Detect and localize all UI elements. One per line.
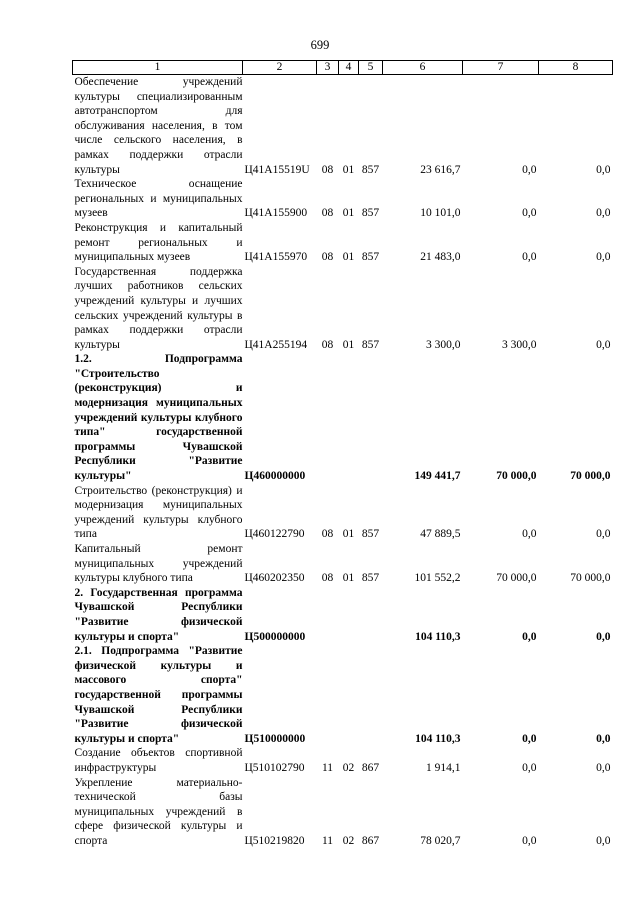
section-code (317, 352, 339, 483)
section-code (317, 586, 339, 644)
column-header: 1 (73, 61, 243, 75)
expense-type-code: 857 (361, 251, 380, 264)
column-header: 8 (539, 61, 613, 75)
expense-type-code: 867 (361, 834, 380, 847)
column-header: 5 (359, 61, 383, 75)
table-row (73, 586, 613, 644)
column-number-header (73, 61, 613, 75)
subsection-code: 01 (342, 207, 355, 220)
amount-year-3: 0,0 (596, 207, 611, 220)
expense-type-code: 857 (361, 528, 380, 541)
amount-year-1: 104 110,3 (415, 732, 461, 745)
amount-year-1: 149 441,7 (414, 470, 461, 483)
column-header: 6 (383, 61, 463, 75)
section-code: 11 (321, 834, 334, 847)
amount-year-1: 3 300,0 (426, 338, 461, 351)
amount-year-3: 0,0 (596, 834, 611, 847)
amount-year-3: 0,0 (596, 761, 611, 774)
amount-year-1: 47 889,5 (420, 528, 461, 541)
target-code: Ц510000000 (244, 732, 306, 745)
row-name: Государственная поддержка лучших работников сельских учреждений культуры и лучших сельских учреждений культуры в рамках поддержки отрасли культуры (74, 265, 243, 351)
amount-year-3: 0,0 (596, 732, 611, 745)
amount-year-3: 70 000,0 (570, 470, 611, 483)
target-code: Ц460000000 (244, 470, 306, 483)
amount-year-2: 0,0 (522, 251, 537, 264)
subsection-code: 01 (342, 528, 355, 541)
subsection-code: 01 (342, 572, 355, 585)
expense-type-code: 857 (361, 207, 380, 220)
table-row (73, 746, 613, 775)
amount-year-1: 104 110,3 (415, 630, 461, 643)
target-code: Ц460202350 (244, 572, 305, 585)
budget-table (72, 60, 613, 848)
section-code: 08 (321, 528, 334, 541)
subsection-code (339, 586, 359, 644)
table-row (73, 265, 613, 353)
row-name: Обеспечение учреждений культуры специализированным автотранспортом для обслуживания населения, в том числе сельского населения, в рамках поддержки отрасли культуры (74, 76, 243, 176)
amount-year-1: 101 552,2 (414, 572, 461, 585)
section-code (317, 644, 339, 746)
amount-year-2: 70 000,0 (496, 470, 537, 483)
amount-year-2: 0,0 (522, 761, 537, 774)
target-code: Ц510219820 (244, 834, 305, 847)
column-header: 4 (339, 61, 359, 75)
row-name: 2.1. Подпрограмма "Развитие физической культуры и массового спорта" государственной программы Чувашской Республики "Развитие физической культуры и спорта" (74, 645, 243, 745)
subsection-code: 01 (342, 251, 355, 264)
row-name: Создание объектов спортивной инфраструктуры (74, 747, 243, 774)
section-code: 11 (321, 761, 334, 774)
section-code: 08 (321, 207, 334, 220)
amount-year-3: 70 000,0 (570, 572, 611, 585)
subsection-code: 01 (342, 163, 355, 176)
row-name: Техническое оснащение региональных и муниципальных музеев (74, 178, 243, 220)
column-header: 2 (243, 61, 317, 75)
row-name: 1.2. Подпрограмма "Строительство (реконструкция) и модернизация муниципальных учреждений культуры клубного типа" государственной программы Чувашской Республики "Развитие культуры" (74, 353, 243, 483)
table-row (73, 352, 613, 483)
expense-type-code (359, 644, 383, 746)
amount-year-1: 78 020,7 (420, 834, 461, 847)
subsection-code: 02 (342, 761, 355, 774)
subsection-code (339, 352, 359, 483)
amount-year-2: 0,0 (522, 630, 537, 643)
section-code: 08 (321, 338, 334, 351)
column-header: 3 (317, 61, 339, 75)
expense-type-code (359, 586, 383, 644)
amount-year-2: 0,0 (522, 163, 537, 176)
amount-year-2: 0,0 (522, 207, 537, 220)
expense-type-code (359, 352, 383, 483)
expense-type-code: 867 (361, 761, 380, 774)
subsection-code (339, 644, 359, 746)
section-code: 08 (321, 251, 334, 264)
table-row (73, 542, 613, 586)
row-name: Укрепление материально-технической базы муниципальных учреждений в сфере физической культуры и спорта (74, 776, 243, 847)
table-row (73, 776, 613, 849)
amount-year-1: 1 914,1 (426, 761, 461, 774)
column-header: 7 (463, 61, 539, 75)
amount-year-3: 0,0 (596, 251, 611, 264)
target-code: Ц510102790 (244, 761, 305, 774)
table-row (73, 484, 613, 542)
target-code: Ц41А15519U (244, 163, 310, 176)
table-row (73, 644, 613, 746)
amount-year-1: 10 101,0 (420, 207, 461, 220)
target-code: Ц41А255194 (244, 338, 308, 351)
amount-year-3: 0,0 (596, 528, 611, 541)
subsection-code: 02 (342, 834, 355, 847)
expense-type-code: 857 (361, 572, 380, 585)
amount-year-3: 0,0 (596, 630, 611, 643)
amount-year-2: 0,0 (522, 834, 537, 847)
target-code: Ц500000000 (244, 630, 306, 643)
table-row (73, 75, 613, 178)
section-code: 08 (321, 572, 334, 585)
amount-year-1: 21 483,0 (420, 251, 461, 264)
subsection-code: 01 (342, 338, 355, 351)
page-number: 699 (310, 38, 330, 52)
target-code: Ц41А155970 (244, 251, 308, 264)
amount-year-3: 0,0 (596, 338, 611, 351)
row-name: Строительство (реконструкция) и модернизация муниципальных учреждений культуры клубного типа (74, 484, 243, 541)
amount-year-2: 70 000,0 (496, 572, 537, 585)
table-row (73, 177, 613, 221)
amount-year-3: 0,0 (596, 163, 611, 176)
target-code: Ц41А155900 (244, 207, 308, 220)
row-name: Реконструкция и капитальный ремонт региональных и муниципальных музеев (74, 221, 243, 264)
row-name: 2. Государственная программа Чувашской Республики "Развитие физической культуры и спорта" (74, 586, 243, 643)
expense-type-code: 857 (361, 163, 380, 176)
target-code: Ц460122790 (244, 528, 305, 541)
amount-year-2: 3 300,0 (502, 338, 537, 351)
section-code: 08 (321, 163, 334, 176)
table-row (73, 221, 613, 265)
amount-year-1: 23 616,7 (420, 163, 461, 176)
amount-year-2: 0,0 (522, 732, 537, 745)
amount-year-2: 0,0 (522, 528, 537, 541)
row-name: Капитальный ремонт муниципальных учреждений культуры клубного типа (74, 543, 243, 585)
expense-type-code: 857 (361, 338, 380, 351)
